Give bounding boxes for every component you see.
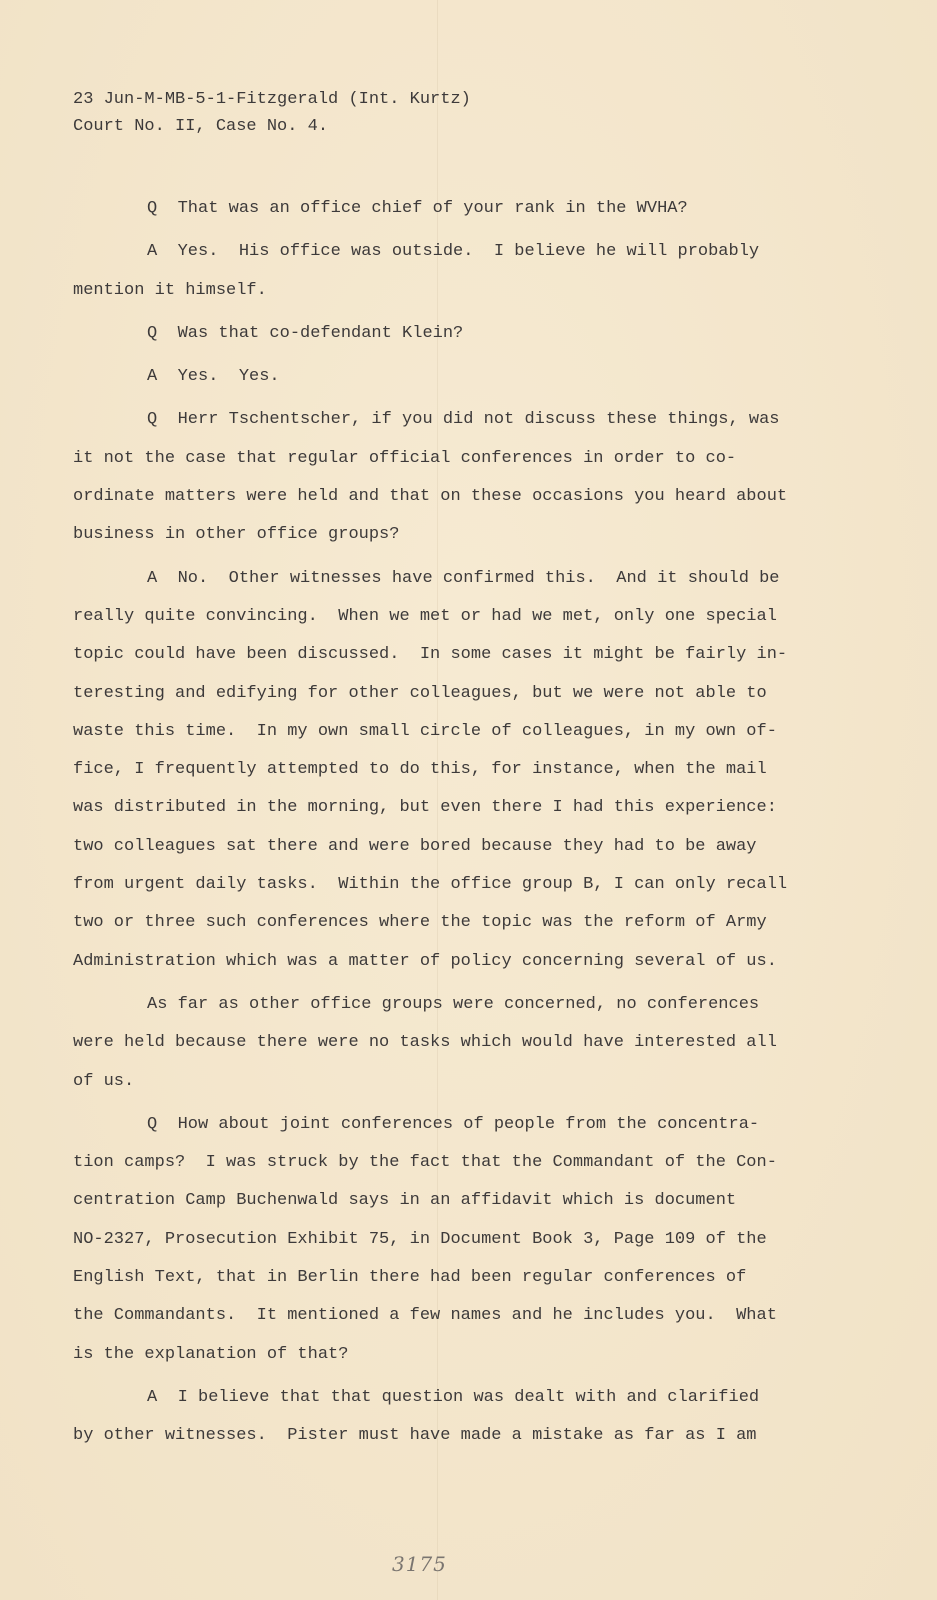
text-line: waste this time. In my own small circle of colleagues, in my own of- bbox=[73, 721, 777, 741]
transcript-body bbox=[73, 195, 873, 1466]
document-header bbox=[73, 86, 471, 140]
transcript-paragraph bbox=[73, 195, 873, 233]
text-line: teresting and edifying for other colleagues, but we were not able to bbox=[73, 683, 767, 703]
text-line: Q That was an office chief of your rank in the WVHA? bbox=[147, 199, 688, 218]
text-line: A Yes. Yes. bbox=[147, 367, 280, 387]
text-line: business in other office groups? bbox=[73, 525, 400, 545]
text-line: A I believe that that question was dealt with and clarified bbox=[147, 1387, 760, 1407]
text-line: the Commandants. It mentioned a few names and he includes you. What bbox=[73, 1306, 777, 1326]
text-line: by other witnesses. Pister must have made a mistake as far as I am bbox=[73, 1426, 757, 1446]
text-line: Q Herr Tschentscher, if you did not discuss these things, was bbox=[147, 410, 780, 430]
text-line: A Yes. His office was outside. I believe he will probably bbox=[147, 242, 760, 262]
transcript-paragraph bbox=[73, 406, 873, 559]
text-line: topic could have been discussed. In some cases it might be fairly in- bbox=[73, 645, 788, 665]
transcript-paragraph bbox=[73, 991, 873, 1106]
text-line: is the explanation of that? bbox=[73, 1344, 349, 1364]
text-line: centration Camp Buchenwald says in an affidavit which is document bbox=[73, 1191, 737, 1211]
text-line: from urgent daily tasks. Within the office group B, I can only recall bbox=[73, 875, 788, 895]
transcript-paragraph bbox=[73, 1111, 873, 1379]
text-line: A No. Other witnesses have confirmed this. And it should be bbox=[147, 568, 780, 588]
text-line: Administration which was a matter of policy concerning several of us. bbox=[73, 951, 777, 971]
text-line: mention it himself. bbox=[73, 280, 267, 300]
text-line: of us. bbox=[73, 1071, 135, 1091]
text-line: fice, I frequently attempted to do this, for instance, when the mail bbox=[73, 760, 767, 780]
transcript-paragraph bbox=[73, 238, 873, 315]
text-line: Q How about joint conferences of people from the concentra- bbox=[147, 1114, 760, 1134]
header-line-2: Court No. II, Case No. 4. bbox=[73, 117, 329, 136]
text-line: two or three such conferences where the topic was the reform of Army bbox=[73, 913, 767, 933]
text-line: was distributed in the morning, but even there I had this experience: bbox=[73, 798, 777, 818]
text-line: two colleagues sat there and were bored because they had to be away bbox=[73, 836, 757, 856]
text-line: really quite convincing. When we met or had we met, only one special bbox=[73, 606, 777, 626]
handwritten-page-number: 3175 bbox=[392, 1552, 447, 1576]
text-line: it not the case that regular official conferences in order to co- bbox=[73, 448, 737, 468]
text-line: were held because there were no tasks which would have interested all bbox=[73, 1033, 777, 1053]
text-line: As far as other office groups were concerned, no conferences bbox=[147, 994, 760, 1014]
transcript-paragraph bbox=[73, 565, 873, 986]
header-line-1: 23 Jun-M-MB-5-1-Fitzgerald (Int. Kurtz) bbox=[73, 90, 471, 109]
text-line: Q Was that co-defendant Klein? bbox=[147, 323, 464, 343]
text-line: ordinate matters were held and that on these occasions you heard about bbox=[73, 487, 788, 507]
transcript-paragraph bbox=[73, 1384, 873, 1461]
text-line: English Text, that in Berlin there had been regular conferences of bbox=[73, 1268, 747, 1288]
text-line: tion camps? I was struck by the fact that the Commandant of the Con- bbox=[73, 1153, 777, 1173]
transcript-paragraph bbox=[73, 363, 873, 401]
text-line: NO-2327, Prosecution Exhibit 75, in Document Book 3, Page 109 of the bbox=[73, 1229, 767, 1249]
transcript-paragraph bbox=[73, 320, 873, 358]
